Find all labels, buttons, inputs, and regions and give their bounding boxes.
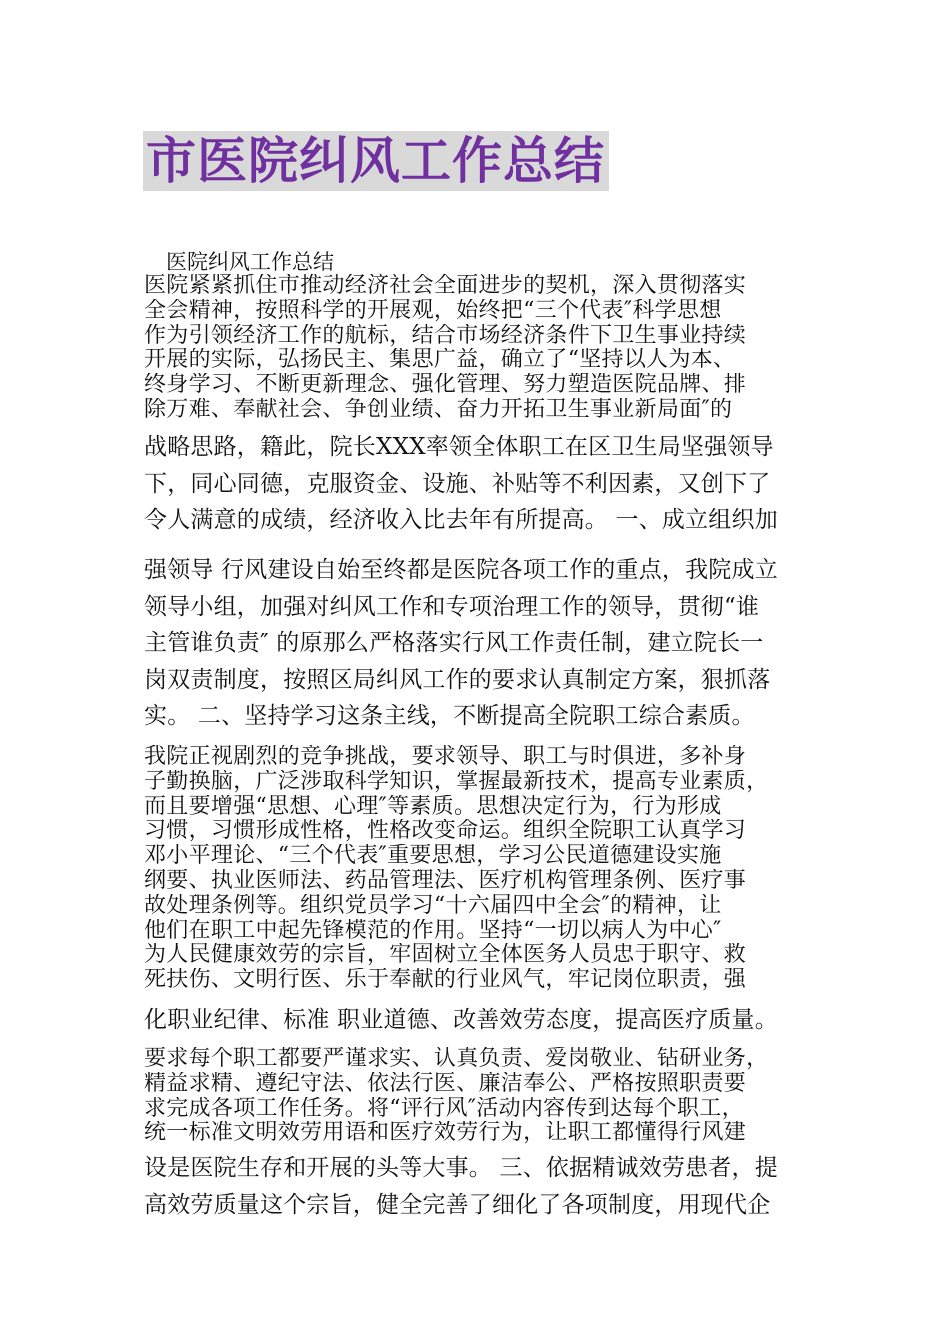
text-line: 邓小平理论、“三个代表″重要思想，学习公民道德建设实施 (144, 844, 722, 869)
text-line: 化职业纪律、标准 职业道德、改善效劳态度，提高医疗质量。 (144, 1007, 778, 1033)
text-line: 我院正视剧烈的竞争挑战，要求领导、职工与时俱进，多补身 (144, 745, 747, 769)
text-line: 终身学习、不断更新理念、强化管理、努力塑造医院品牌、排 (144, 373, 747, 398)
text-line: 精益求精、遵纪守法、依法行医、廉洁奉公、严格按照职责要 (144, 1071, 747, 1096)
text-line: 医院紧紧抓住市推动经济社会全面进步的契机，深入贯彻落实 (144, 274, 747, 298)
text-line: 全会精神，按照科学的开展观，始终把“三个代表″科学思想 (144, 298, 722, 323)
text-line: 开展的实际，弘扬民主、集思广益，确立了“坚持以人为本、 (144, 348, 736, 373)
text-line: 他们在职工中起先锋模范的作用。坚持“一切以病人为中心″ (144, 918, 722, 943)
text-line: 高效劳质量这个宗旨，健全完善了细化了各项制度，用现代企 (144, 1191, 771, 1218)
text-line: 死扶伤、文明行医、乐于奉献的行业风气，牢记岗位职责，强 (144, 968, 747, 993)
text-line: 纲要、执业医师法、药品管理法、医疗机构管理条例、医疗事 (144, 868, 747, 893)
text-line: 子勤换脑，广泛涉取科学知识，掌握最新技术，提高专业素质， (144, 769, 769, 794)
text-line: 令人满意的成绩，经济收入比去年有所提高。 一、成立组织加 (144, 507, 778, 533)
paragraph-block-2 (144, 429, 814, 539)
paragraph-block-1 (144, 274, 814, 423)
text-line: 而且要增强“思想、心理″等素质。思想决定行为，行为形成 (144, 794, 722, 819)
text-line: 统一标准文明效劳用语和医疗效劳行为，让职工都懂得行风建 (144, 1121, 747, 1146)
paragraph-block-4 (144, 745, 814, 993)
text-line: 习惯，习惯形成性格，性格改变命运。组织全院职工认真学习 (144, 819, 747, 844)
text-line: 战略思路，籍此，院长XXX率领全体职工在区卫生局坚强领导 (144, 434, 774, 460)
text-line: 为人民健康效劳的宗旨，牢固树立全体医务人员忠于职守、救 (144, 943, 747, 968)
text-line: 故处理条例等。组织党员学习“十六届四中全会″的精神，让 (144, 893, 722, 918)
text-line: 设是医院生存和开展的头等大事。 三、依据精诚效劳患者，提 (144, 1155, 778, 1181)
document-subtitle: 医院纠风工作总结 (166, 250, 334, 274)
text-line: 强领导 行风建设自始至终都是医院各项工作的重点，我院成立 (144, 557, 778, 583)
text-line: 领导小组，加强对纠风工作和专项治理工作的领导，贯彻“谁 (144, 593, 760, 620)
text-line: 岗双责制度，按照区局纠风工作的要求认真制定方案，狠抓落 (144, 666, 771, 693)
text-line: 除万难、奉献社会、争创业绩、奋力开拓卫生事业新局面″的 (144, 397, 733, 422)
text-line: 下，同心同德，克服资金、设施、补贴等不利因素，又创下了 (144, 470, 771, 497)
text-line: 作为引领经济工作的航标，结合市场经济条件下卫生事业持续 (144, 323, 747, 348)
text-line: 实。 二、坚持学习这条主线，不断提高全院职工综合素质。 (144, 703, 755, 729)
text-line: 求完成各项工作任务。将“评行风″活动内容传到达每个职工， (144, 1096, 744, 1121)
paragraph-block-3 (144, 552, 814, 735)
paragraph-block-7 (144, 1150, 814, 1223)
paragraph-block-6 (144, 1047, 814, 1146)
text-line: 要求每个职工都要严谨求实、认真负责、爱岗敬业、钻研业务， (144, 1047, 769, 1071)
text-line: 主管谁负责″ 的原那么严格落实行风工作责任制，建立院长一 (144, 630, 764, 656)
document-title: 市医院纠风工作总结 (143, 131, 609, 191)
paragraph-block-5 (144, 1002, 814, 1039)
